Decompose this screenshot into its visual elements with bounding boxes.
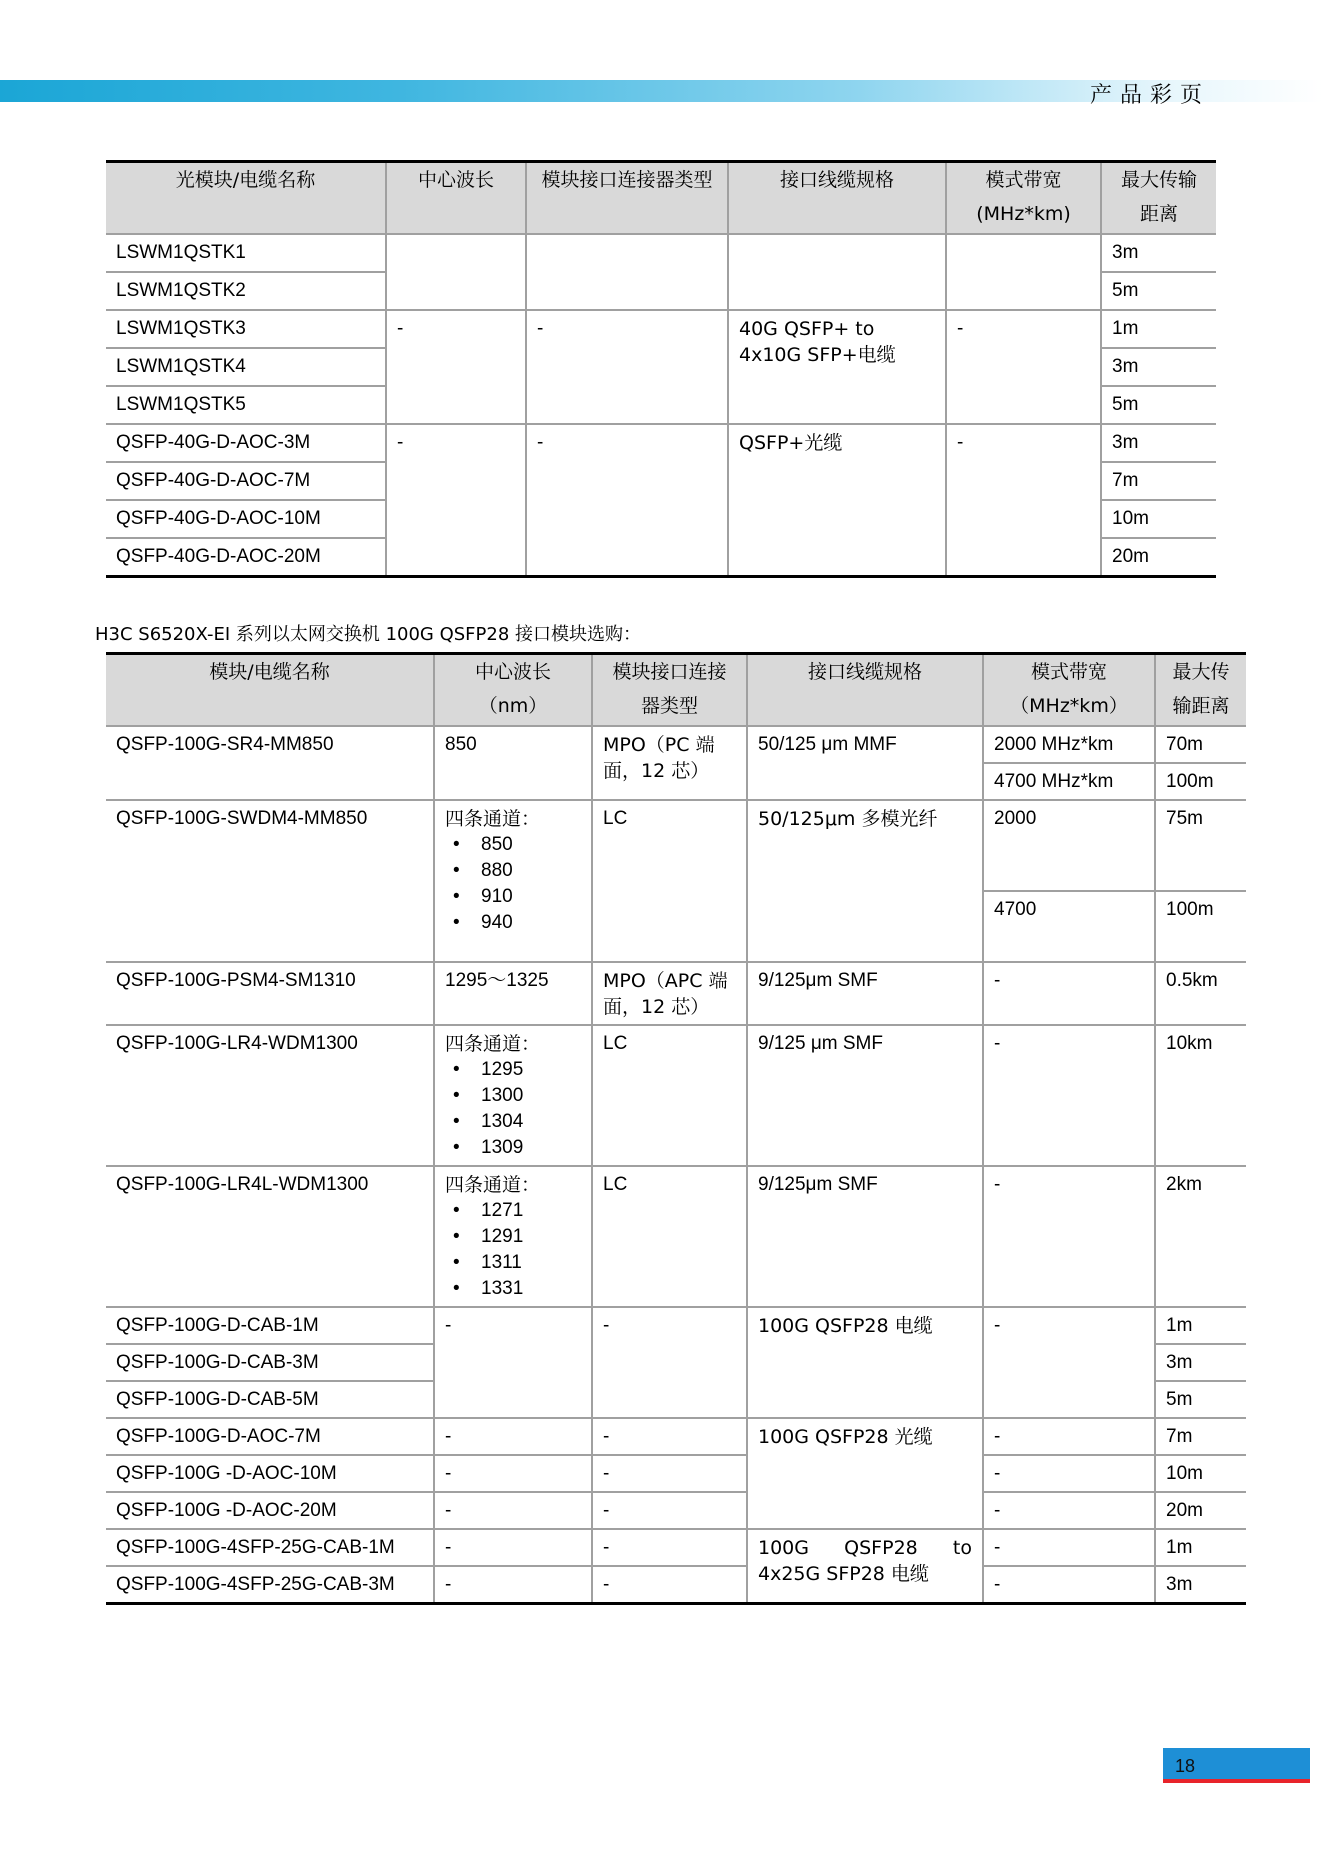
module-name: QSFP-100G-4SFP-25G-CAB-3M (106, 1566, 434, 1604)
table-100g-modules (106, 652, 1246, 1605)
bandwidth-cell: 4700 MHz*km (983, 763, 1155, 800)
table-row (106, 1307, 1246, 1344)
bandwidth-cell: 2000 (983, 800, 1155, 891)
distance-cell: 3m (1101, 348, 1216, 386)
module-name: QSFP-100G-PSM4-SM1310 (106, 962, 434, 1025)
module-name: QSFP-100G-LR4L-WDM1300 (106, 1166, 434, 1307)
distance-cell: 10km (1155, 1025, 1246, 1166)
distance-cell: 20m (1101, 538, 1216, 577)
distance-cell: 1m (1155, 1307, 1246, 1344)
channel-item: • 1304 (445, 1109, 581, 1135)
channel-item: • 1295 (445, 1057, 581, 1083)
module-name: QSFP-40G-D-AOC-20M (106, 538, 386, 577)
table-row (106, 962, 1246, 1025)
module-name: LSWM1QSTK5 (106, 386, 386, 424)
distance-cell: 7m (1155, 1418, 1246, 1455)
wavelength-cell: - (386, 424, 526, 577)
header-wavelength: 中心波长 （nm） (434, 654, 592, 727)
cable-spec-cell: 50/125 μm MMF (747, 726, 983, 800)
wavelength-cell: - (434, 1455, 592, 1492)
bandwidth-cell: 4700 (983, 891, 1155, 962)
cable-spec-cell: QSFP+光缆 (728, 424, 946, 577)
bandwidth-cell: - (946, 310, 1101, 424)
module-name: LSWM1QSTK4 (106, 348, 386, 386)
module-name: LSWM1QSTK1 (106, 234, 386, 272)
distance-cell: 5m (1101, 386, 1216, 424)
wavelength-cell: 1295～1325 (434, 962, 592, 1025)
channel-item: • 1331 (445, 1276, 581, 1302)
bandwidth-cell: - (983, 1492, 1155, 1529)
table-row (106, 424, 1216, 462)
distance-cell: 10m (1155, 1455, 1246, 1492)
channel-item: • 1309 (445, 1135, 581, 1161)
page-number: 18 (1163, 1748, 1310, 1783)
page-header-title: 产品彩页 (1090, 83, 1211, 108)
wavelength-cell (434, 1166, 592, 1307)
table-row (106, 1492, 1246, 1529)
table-row (106, 1166, 1246, 1307)
wavelength-cell: - (434, 1418, 592, 1455)
module-name: QSFP-100G-4SFP-25G-CAB-1M (106, 1529, 434, 1566)
distance-cell: 70m (1155, 726, 1246, 763)
cable-spec-cell: 9/125 μm SMF (747, 1025, 983, 1166)
module-name: QSFP-100G-D-CAB-5M (106, 1381, 434, 1418)
module-name: QSFP-100G-LR4-WDM1300 (106, 1025, 434, 1166)
header-name: 模块/电缆名称 (106, 654, 434, 727)
bandwidth-cell: 2000 MHz*km (983, 726, 1155, 763)
header-cable-spec: 接口线缆规格 (728, 162, 946, 235)
module-name: QSFP-40G-D-AOC-3M (106, 424, 386, 462)
bandwidth-cell: - (983, 1529, 1155, 1566)
table-row (106, 234, 1216, 272)
table-row (106, 800, 1246, 891)
connector-cell: - (592, 1529, 747, 1566)
distance-cell: 20m (1155, 1492, 1246, 1529)
distance-cell: 75m (1155, 800, 1246, 891)
distance-cell: 1m (1101, 310, 1216, 348)
channel-item: • 940 (445, 910, 581, 936)
distance-cell: 100m (1155, 891, 1246, 962)
connector-cell: MPO（PC 端面，12 芯） (592, 726, 747, 800)
bandwidth-cell: - (983, 1025, 1155, 1166)
table-row (106, 726, 1246, 763)
cable-spec-cell: 100G QSFP28 to 4x25G SFP28 电缆 (747, 1529, 983, 1604)
table2-caption: H3C S6520X-EI 系列以太网交换机 100G QSFP28 接口模块选购： (95, 624, 642, 645)
connector-cell: - (592, 1455, 747, 1492)
wavelength-cell (434, 1025, 592, 1166)
table-row (106, 310, 1216, 348)
header-connector: 模块接口连接器类型 (526, 162, 728, 235)
header-bandwidth: 模式带宽 (MHz*km) (946, 162, 1101, 235)
cable-spec-cell: 100G QSFP28 光缆 (747, 1418, 983, 1529)
distance-cell: 3m (1101, 234, 1216, 272)
table-header-row (106, 654, 1246, 727)
table-40g-modules (106, 160, 1216, 578)
bandwidth-cell (946, 234, 1101, 310)
cable-spec-cell: 100G QSFP28 电缆 (747, 1307, 983, 1418)
cable-spec-cell: 9/125μm SMF (747, 1166, 983, 1307)
bandwidth-cell: - (983, 1566, 1155, 1604)
module-name: LSWM1QSTK2 (106, 272, 386, 310)
wavelength-cell: - (386, 310, 526, 424)
wavelength-label: 四条通道： (445, 1174, 541, 1196)
header-name: 光模块/电缆名称 (106, 162, 386, 235)
distance-cell: 3m (1155, 1566, 1246, 1604)
connector-cell: - (592, 1492, 747, 1529)
wavelength-cell: - (434, 1307, 592, 1418)
module-name: QSFP-40G-D-AOC-10M (106, 500, 386, 538)
connector-cell: MPO（APC 端面，12 芯） (592, 962, 747, 1025)
channel-item: • 1300 (445, 1083, 581, 1109)
wavelength-cell: - (434, 1566, 592, 1604)
channel-item: • 1311 (445, 1250, 581, 1276)
channel-item: • 910 (445, 884, 581, 910)
cable-spec-cell (728, 234, 946, 310)
connector-cell (526, 234, 728, 310)
wavelength-cell (386, 234, 526, 310)
distance-cell: 100m (1155, 763, 1246, 800)
distance-cell: 3m (1101, 424, 1216, 462)
connector-cell: - (592, 1418, 747, 1455)
bandwidth-cell: - (983, 962, 1155, 1025)
wavelength-cell: 850 (434, 726, 592, 800)
module-name: QSFP-100G-D-CAB-1M (106, 1307, 434, 1344)
header-distance: 最大传 输距离 (1155, 654, 1246, 727)
module-name: QSFP-100G-SWDM4-MM850 (106, 800, 434, 962)
distance-cell: 10m (1101, 500, 1216, 538)
header-wavelength: 中心波长 (386, 162, 526, 235)
connector-cell: LC (592, 800, 747, 962)
distance-cell: 1m (1155, 1529, 1246, 1566)
cable-spec-cell: 50/125μm 多模光纤 (747, 800, 983, 962)
table-row (106, 1418, 1246, 1455)
module-name: QSFP-100G-D-CAB-3M (106, 1344, 434, 1381)
connector-cell: - (592, 1566, 747, 1604)
wavelength-cell: - (434, 1529, 592, 1566)
module-name: LSWM1QSTK3 (106, 310, 386, 348)
connector-cell: LC (592, 1025, 747, 1166)
module-name: QSFP-100G-D-AOC-7M (106, 1418, 434, 1455)
table-header-row (106, 162, 1216, 235)
connector-cell: LC (592, 1166, 747, 1307)
distance-cell: 0.5km (1155, 962, 1246, 1025)
channel-item: • 850 (445, 832, 581, 858)
module-name: QSFP-100G -D-AOC-10M (106, 1455, 434, 1492)
channel-item: • 1271 (445, 1198, 581, 1224)
module-name: QSFP-100G-SR4-MM850 (106, 726, 434, 800)
wavelength-label: 四条通道： (445, 808, 541, 830)
table-row (106, 1025, 1246, 1166)
bandwidth-cell: - (983, 1455, 1155, 1492)
wavelength-label: 四条通道： (445, 1033, 541, 1055)
header-bandwidth: 模式带宽 （MHz*km） (983, 654, 1155, 727)
distance-cell: 3m (1155, 1344, 1246, 1381)
table-row (106, 1566, 1246, 1604)
distance-cell: 5m (1155, 1381, 1246, 1418)
bandwidth-cell: - (983, 1307, 1155, 1418)
connector-cell: - (592, 1307, 747, 1418)
channel-item: • 1291 (445, 1224, 581, 1250)
wavelength-cell: - (434, 1492, 592, 1529)
header-distance: 最大传输 距离 (1101, 162, 1216, 235)
distance-cell: 7m (1101, 462, 1216, 500)
channel-item: • 880 (445, 858, 581, 884)
distance-cell: 5m (1101, 272, 1216, 310)
bandwidth-cell: - (983, 1418, 1155, 1455)
header-cable-spec: 接口线缆规格 (747, 654, 983, 727)
module-name: QSFP-100G -D-AOC-20M (106, 1492, 434, 1529)
cable-spec-cell: 40G QSFP+ to 4x10G SFP+电缆 (728, 310, 946, 424)
bandwidth-cell: - (946, 424, 1101, 577)
connector-cell: - (526, 424, 728, 577)
table-row (106, 1529, 1246, 1566)
bandwidth-cell: - (983, 1166, 1155, 1307)
distance-cell: 2km (1155, 1166, 1246, 1307)
wavelength-cell (434, 800, 592, 962)
table-row (106, 1455, 1246, 1492)
module-name: QSFP-40G-D-AOC-7M (106, 462, 386, 500)
cable-spec-cell: 9/125μm SMF (747, 962, 983, 1025)
connector-cell: - (526, 310, 728, 424)
header-connector: 模块接口连接 器类型 (592, 654, 747, 727)
